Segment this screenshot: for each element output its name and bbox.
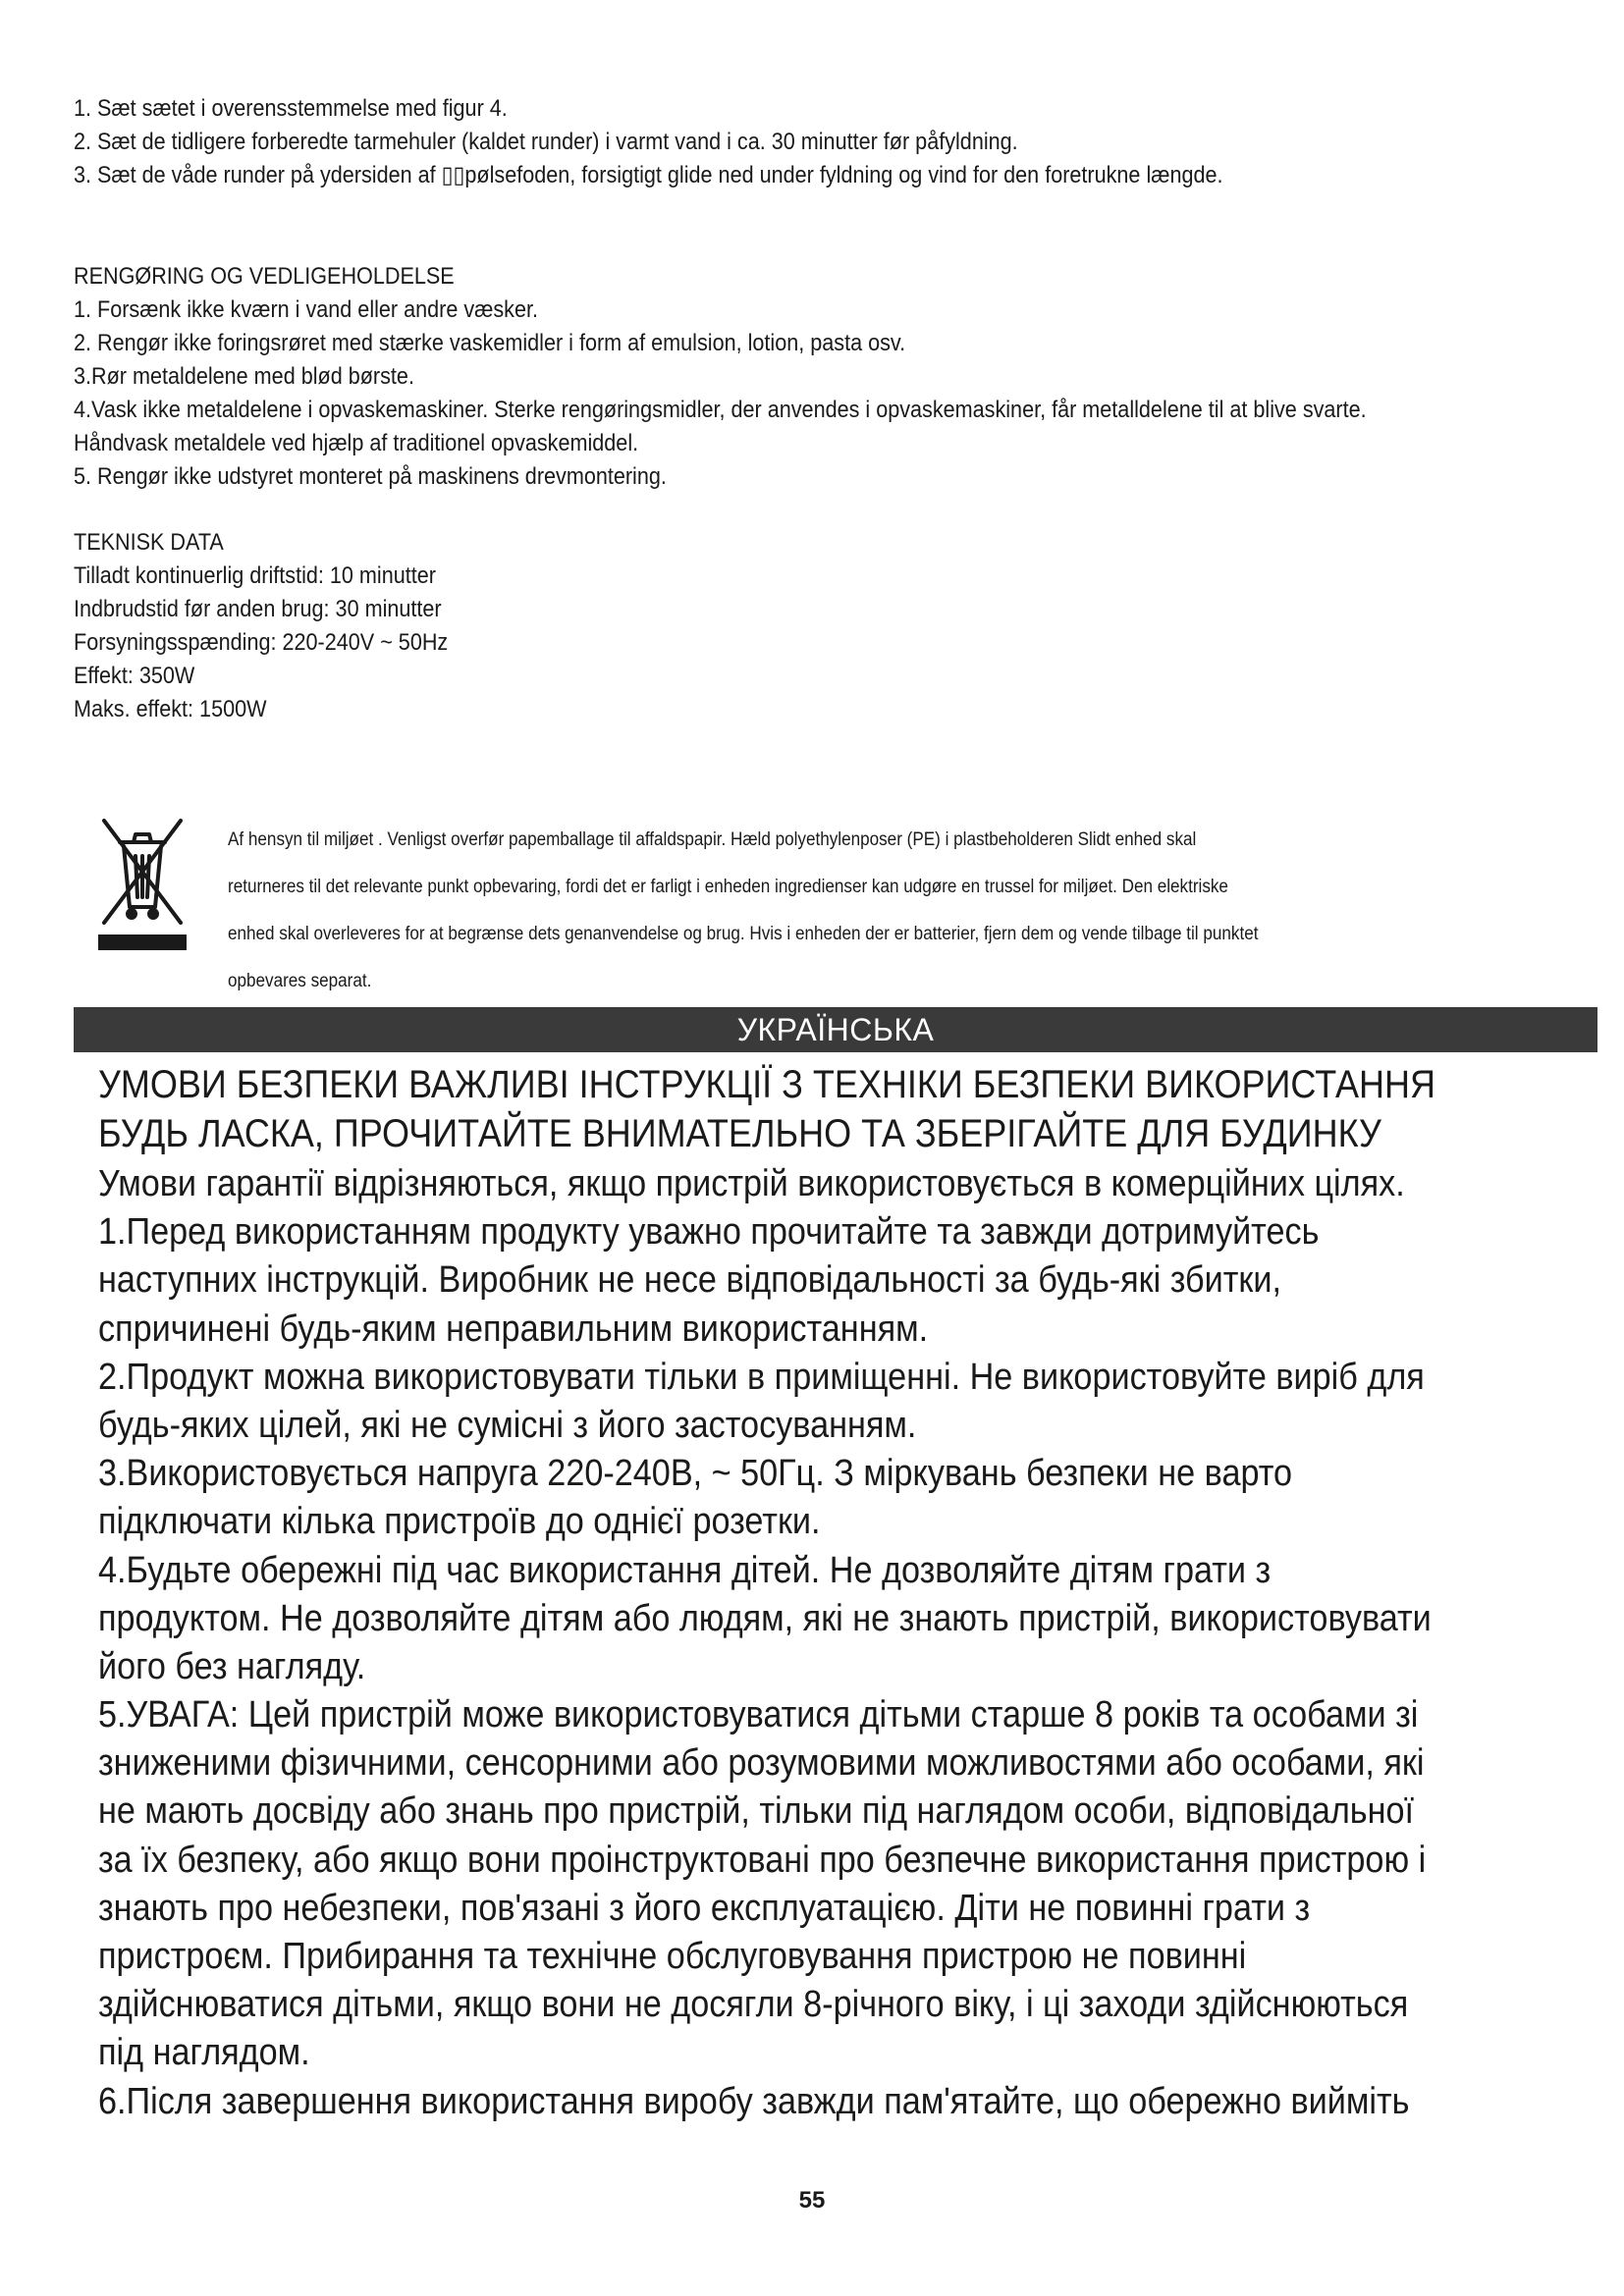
section-header-bar	[74, 1007, 1597, 1052]
safety-line: пристроєм. Прибирання та технічне обслуговування пристрою не повинні	[98, 1936, 1247, 1977]
safety-line: здійснюватися дітьми, якщо вони не досягли 8-річного віку, і ці заходи здійснюються	[98, 1984, 1409, 2026]
safety-line: спричинені будь-яким неправильним використанням.	[98, 1308, 929, 1350]
safety-line: 5.УВАГА: Цей пристрій може використовуватися дітьми старше 8 років та особами зі	[98, 1694, 1419, 1736]
safety-line: не мають досвіду або знань про пристрій, тільки під наглядом особи, відповідальної	[98, 1790, 1415, 1833]
safety-body	[98, 1160, 1610, 2126]
safety-line: продуктом. Не дозволяйте дітям або людям, які не знають пристрій, використовувати	[98, 1597, 1432, 1639]
tech-line: Indbrudstid før anden brug: 30 minutter	[74, 596, 442, 622]
cleaning-line: 2. Rengør ikke foringsrøret med stærke vaskemidler i form af emulsion, lotion, pasta osv.	[74, 330, 906, 356]
sausage-steps	[74, 92, 1605, 192]
cleaning-line: Håndvask metaldele ved hjælp af traditionel opvaskemiddel.	[74, 430, 639, 456]
sausage-step: 2. Sæt de tidligere forberedte tarmehuler (kaldet runder) i varmt vand i ca. 30 minutter før påfyldning.	[74, 129, 1018, 155]
tech-heading: TEKNISK DATA	[74, 529, 224, 556]
environment-line: returneres til det relevante punkt opbevaring, fordi det er farligt i enheden ingredienser kan udgøre en trussel for miljøet. Den elektriske	[228, 877, 1228, 897]
tech-line: Forsyningsspænding: 220-240V ~ 50Hz	[74, 629, 449, 656]
safety-line: 3.Використовується напруга 220-240В, ~ 50Гц. З міркувань безпеки не варто	[98, 1453, 1293, 1495]
page-number: 55	[798, 2187, 826, 2214]
safety-line: знають про небезпеки, пов'язані з його експлуатацією. Діти не повинні грати з	[98, 1887, 1311, 1929]
cleaning-line: 1. Forsænk ikke kværn i vand eller andre væsker.	[74, 296, 538, 323]
tech-line: Maks. effekt: 1500W	[74, 696, 267, 722]
section-label: УКРАЇНСЬКА	[736, 1011, 935, 1047]
cleaning-section	[74, 260, 1605, 494]
safety-line: 6.Після завершення використання виробу завжди пам'ятайте, що обережно вийміть	[98, 2080, 1410, 2122]
safety-title-line: БУДЬ ЛАСКА, ПРОЧИТАЙТЕ ВНИМАТЕЛЬНО ТА ЗБЕРІГАЙТЕ ДЛЯ БУДИНКУ	[98, 1112, 1381, 1155]
safety-line: будь-яких цілей, які не сумісні з його застосуванням.	[98, 1404, 917, 1446]
safety-line: Умови гарантії відрізняються, якщо пристрій використовується в комерційних цілях.	[98, 1163, 1405, 1204]
sausage-step: 3. Sæt de våde runder på ydersiden af ▯▯pølsefoden, forsigtigt glide ned under fyldning og vind for den foretrukne længde.	[74, 162, 1223, 188]
environment-notice	[228, 817, 1583, 1005]
safety-line: під наглядом.	[98, 2032, 310, 2074]
safety-line: зниженими фізичними, сенсорними або розумовими можливостями або особами, які	[98, 1742, 1425, 1785]
cleaning-line: 5. Rengør ikke udstyret monteret på maskinens drevmontering.	[74, 463, 667, 490]
safety-title	[98, 1060, 1610, 1158]
safety-line: за їх безпеку, або якщо вони проінструктовані про безпечне використання пристрою і	[98, 1839, 1427, 1881]
environment-line: opbevares separat.	[228, 971, 372, 991]
cleaning-line: 3.Rør metaldelene med blød børste.	[74, 363, 414, 390]
safety-line: 1.Перед використанням продукту уважно прочитайте та завжди дотримуйтесь	[98, 1211, 1320, 1254]
cleaning-line: 4.Vask ikke metaldelene i opvaskemaskiner. Sterke rengøringsmidler, der anvendes i opvaskemaskiner, får metalldelene til at blive svarte.	[74, 397, 1367, 423]
safety-line: 2.Продукт можна використовувати тільки в приміщенні. Не використовуйте виріб для	[98, 1356, 1425, 1398]
safety-title-line: УМОВИ БЕЗПЕКИ ВАЖЛИВІ ІНСТРУКЦІЇ З ТЕХНІКИ БЕЗПЕКИ ВИКОРИСТАННЯ	[98, 1063, 1436, 1106]
safety-line: підключати кілька пристроїв до однієї розетки.	[98, 1501, 821, 1543]
safety-line: 4.Будьте обережні під час використання дітей. Не дозволяйте дітям грати з	[98, 1549, 1272, 1591]
sausage-step: 1. Sæt sætet i overensstemmelse med figur 4.	[74, 95, 508, 122]
crossed-bin-icon	[98, 813, 187, 955]
environment-line: Af hensyn til miljøet . Venligst overfør papemballage til affaldspapir. Hæld polyethylenposer (PE) i plastbeholderen Slidt enhed skal	[228, 829, 1197, 850]
environment-line: enhed skal overleveres for at begrænse dets genanvendelse og brug. Hvis i enheden der er batterier, fjern dem og vende tilbage til punktet	[228, 924, 1259, 944]
tech-data-section	[74, 526, 1605, 726]
tech-line: Tilladt kontinuerlig driftstid: 10 minutter	[74, 562, 436, 589]
safety-line: його без нагляду.	[98, 1645, 366, 1687]
tech-line: Effekt: 350W	[74, 663, 195, 689]
safety-line: наступних інструкцій. Виробник не несе відповідальності за будь-які збитки,	[98, 1259, 1281, 1302]
cleaning-heading: RENGØRING OG VEDLIGEHOLDELSE	[74, 263, 455, 290]
